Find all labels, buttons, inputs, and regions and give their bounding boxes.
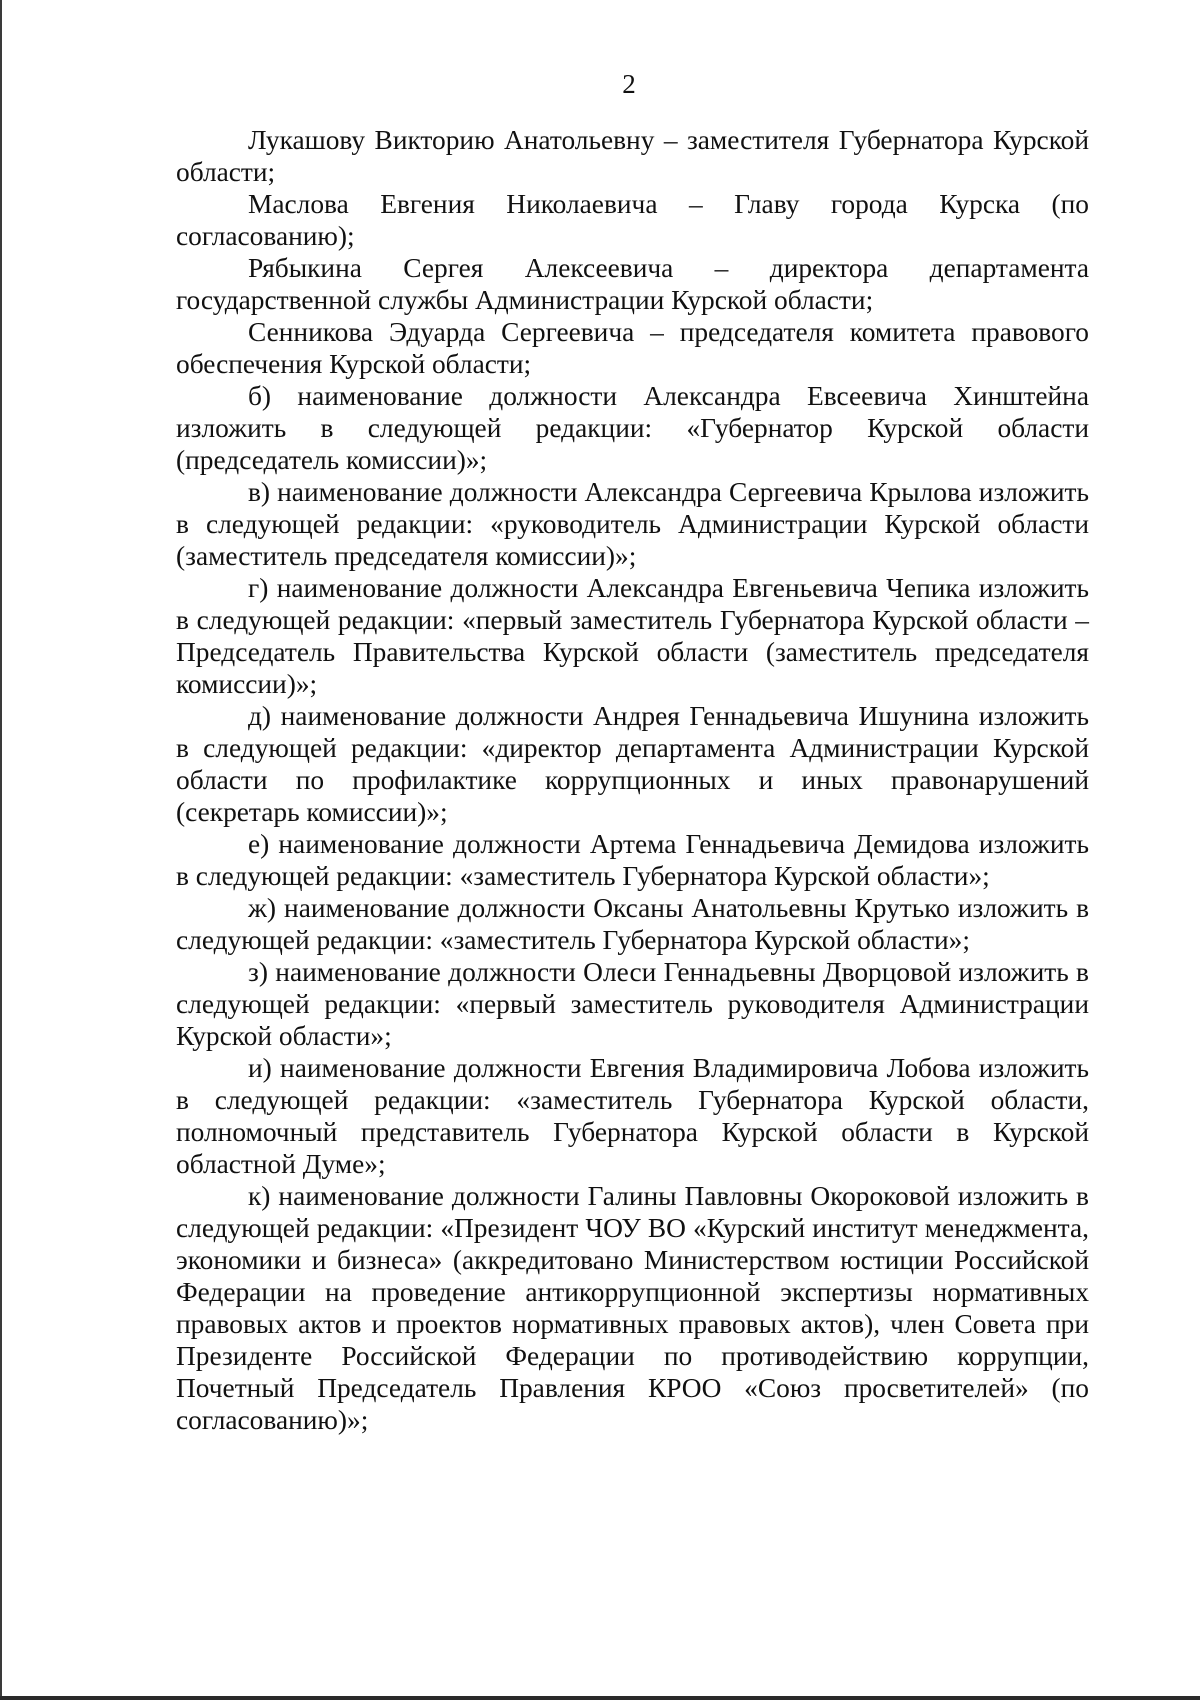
- paragraph-item-k: к) наименование должности Галины Павловны Окороковой изложить в следующей редакции: «Президент ЧОУ ВО «Курский институт менеджмента, экономики и бизнеса» (аккредитовано Министерством юстиции Российской Федерации на проведение антикоррупционной экспертизы нормативных правовых актов и проектов нормативных правовых актов), член Совета при Президенте Российской Федерации по противодействию коррупции, Почетный Председатель Правления КРОО «Союз просветителей» (по согласованию)»;: [176, 1181, 1089, 1435]
- paragraph-sennikov: Сенникова Эдуарда Сергеевича – председателя комитета правового обеспечения Курской области;: [176, 317, 1089, 379]
- paragraph-item-b: б) наименование должности Александра Евсеевича Хинштейна изложить в следующей редакции: «Губернатор Курской области (председатель комиссии)»;: [176, 381, 1089, 475]
- paragraph-ryabykin: Рябыкина Сергея Алексеевича – директора департамента государственной службы Администрации Курской области;: [176, 253, 1089, 315]
- paragraph-maslov: Маслова Евгения Николаевича – Главу города Курска (по согласованию);: [176, 189, 1089, 251]
- scan-border-bottom: [0, 1696, 1200, 1700]
- paragraph-item-v: в) наименование должности Александра Сергеевича Крылова изложить в следующей редакции: «руководитель Администрации Курской области (заместитель председателя комиссии)»;: [176, 477, 1089, 571]
- paragraph-item-e: е) наименование должности Артема Геннадьевича Демидова изложить в следующей редакции: «заместитель Губернатора Курской области»;: [176, 829, 1089, 891]
- paragraph-item-i: и) наименование должности Евгения Владимировича Лобова изложить в следующей редакции: «заместитель Губернатора Курской области, полномочный представитель Губернатора Курской области в Курской областной Думе»;: [176, 1053, 1089, 1179]
- scan-border-left: [0, 0, 2, 1700]
- page-number: 2: [622, 69, 636, 99]
- paragraph-item-zh: ж) наименование должности Оксаны Анатольевны Крутько изложить в следующей редакции: «заместитель Губернатора Курской области»;: [176, 893, 1089, 955]
- paragraph-item-g: г) наименование должности Александра Евгеньевича Чепика изложить в следующей редакции: «первый заместитель Губернатора Курской области – Председатель Правительства Курской области (заместитель председателя комиссии)»;: [176, 573, 1089, 699]
- paragraph-item-d: д) наименование должности Андрея Геннадьевича Ишунина изложить в следующей редакции: «директор департамента Администрации Курской области по профилактике коррупционных и иных правонарушений (секретарь комиссии)»;: [176, 701, 1089, 827]
- document-body: [176, 124, 1089, 1436]
- paragraph-item-z: з) наименование должности Олеси Геннадьевны Дворцовой изложить в следующей редакции: «первый заместитель руководителя Администрации Курской области»;: [176, 957, 1089, 1051]
- paragraph-lukashova: Лукашову Викторию Анатольевну – заместителя Губернатора Курской области;: [176, 125, 1089, 187]
